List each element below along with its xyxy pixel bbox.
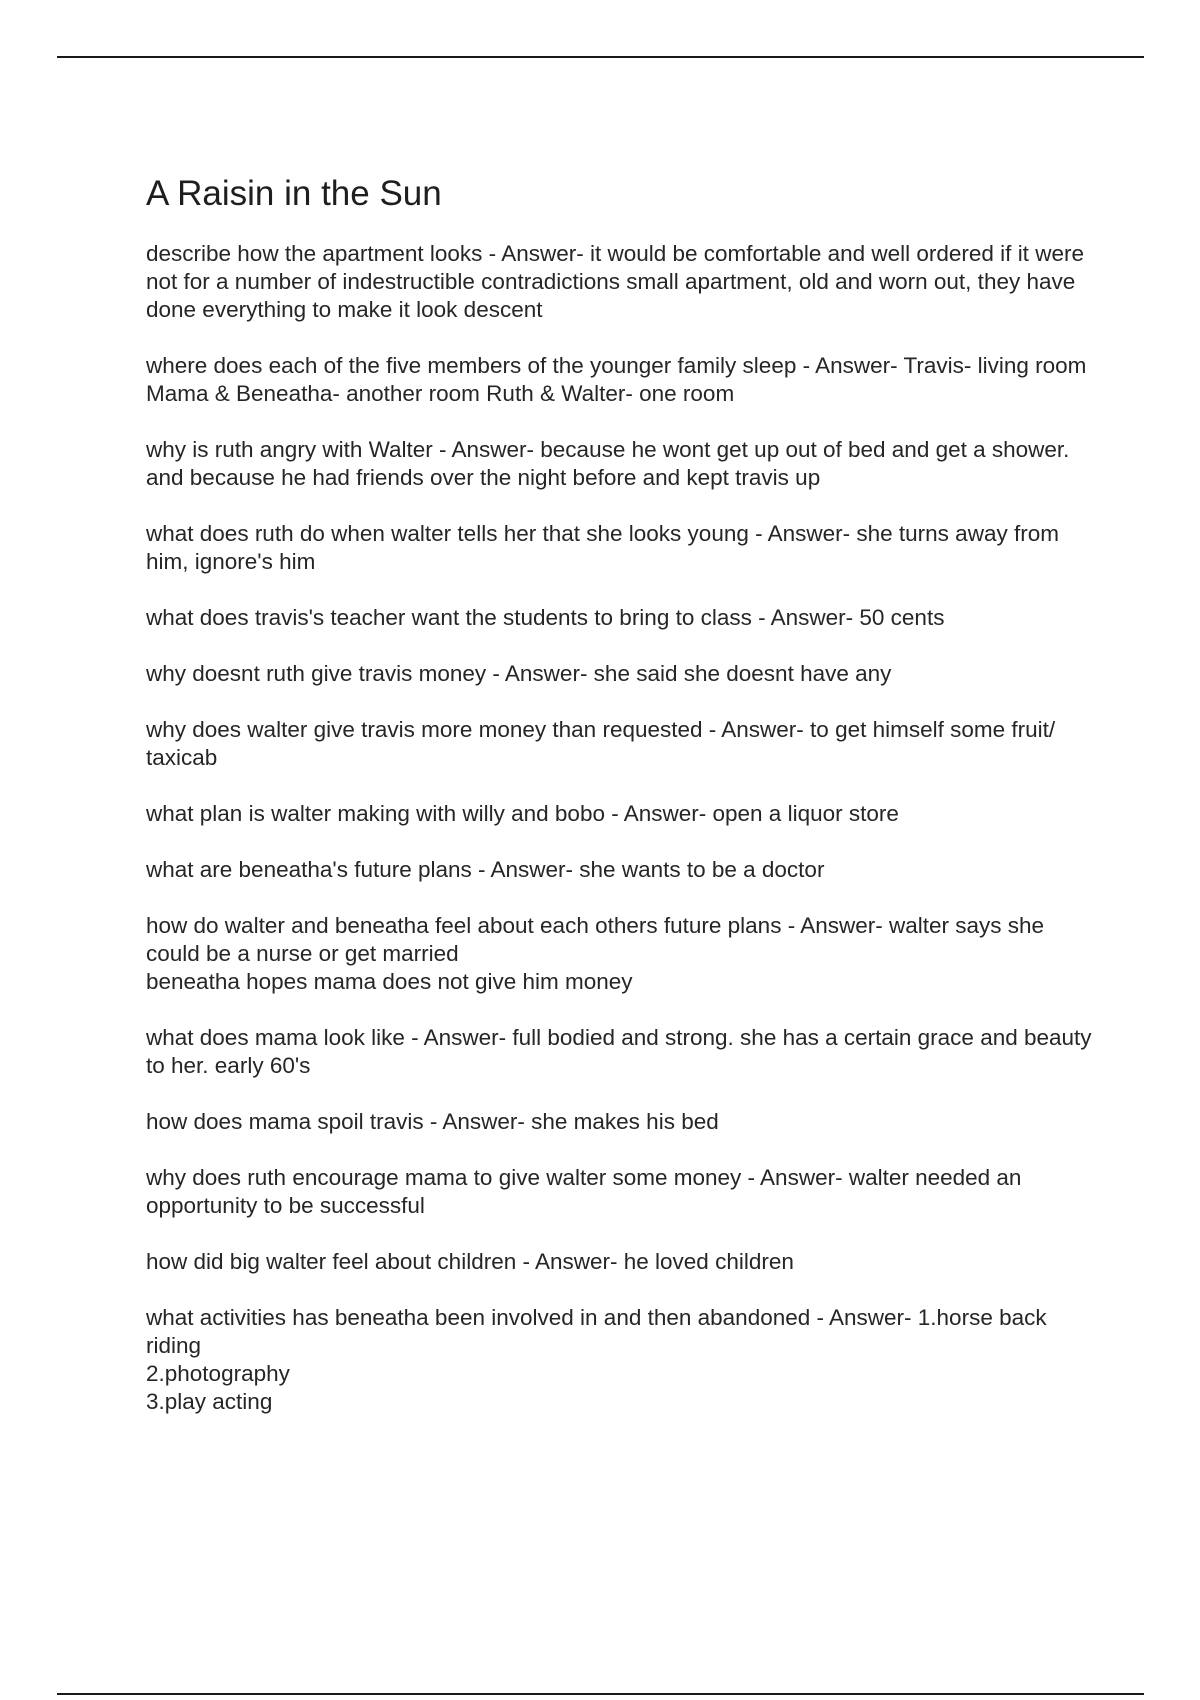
qa-item: what does ruth do when walter tells her that she looks young - Answer- she turns away from him, ignore's him xyxy=(146,521,1059,574)
qa-item: how do walter and beneatha feel about each others future plans - Answer- walter says she could be a nurse or get married beneatha hopes mama does not give him money xyxy=(146,913,1045,994)
qa-item: how did big walter feel about children - Answer- he loved children xyxy=(146,1249,794,1274)
qa-item: what does mama look like - Answer- full bodied and strong. she has a certain grace and beauty to her. early 60's xyxy=(146,1025,1092,1078)
document-body xyxy=(146,172,1096,1444)
qa-item: why does walter give travis more money than requested - Answer- to get himself some fruit/ taxicab xyxy=(146,717,1056,770)
qa-item: describe how the apartment looks - Answer- it would be comfortable and well ordered if it were not for a number of indestructible contradictions small apartment, old and worn out, they have done everything to make it look descent xyxy=(146,241,1084,322)
qa-item: why doesnt ruth give travis money - Answer- she said she doesnt have any xyxy=(146,661,892,686)
qa-item: why is ruth angry with Walter - Answer- because he wont get up out of bed and get a shower. and because he had friends over the night before and kept travis up xyxy=(146,437,1070,490)
qa-item: what are beneatha's future plans - Answer- she wants to be a doctor xyxy=(146,857,825,882)
qa-item: what plan is walter making with willy and bobo - Answer- open a liquor store xyxy=(146,801,899,826)
qa-item: why does ruth encourage mama to give walter some money - Answer- walter needed an opportunity to be successful xyxy=(146,1165,1022,1218)
qa-item: what does travis's teacher want the students to bring to class - Answer- 50 cents xyxy=(146,605,945,630)
qa-item: how does mama spoil travis - Answer- she makes his bed xyxy=(146,1109,719,1134)
top-divider xyxy=(57,56,1144,58)
document-title: A Raisin in the Sun xyxy=(146,174,442,213)
qa-item: where does each of the five members of the younger family sleep - Answer- Travis- living room Mama & Beneatha- another room Ruth & Walter- one room xyxy=(146,353,1087,406)
qa-item: what activities has beneatha been involved in and then abandoned - Answer- 1.horse back riding 2.photography 3.play acting xyxy=(146,1305,1047,1414)
bottom-divider xyxy=(57,1693,1144,1695)
